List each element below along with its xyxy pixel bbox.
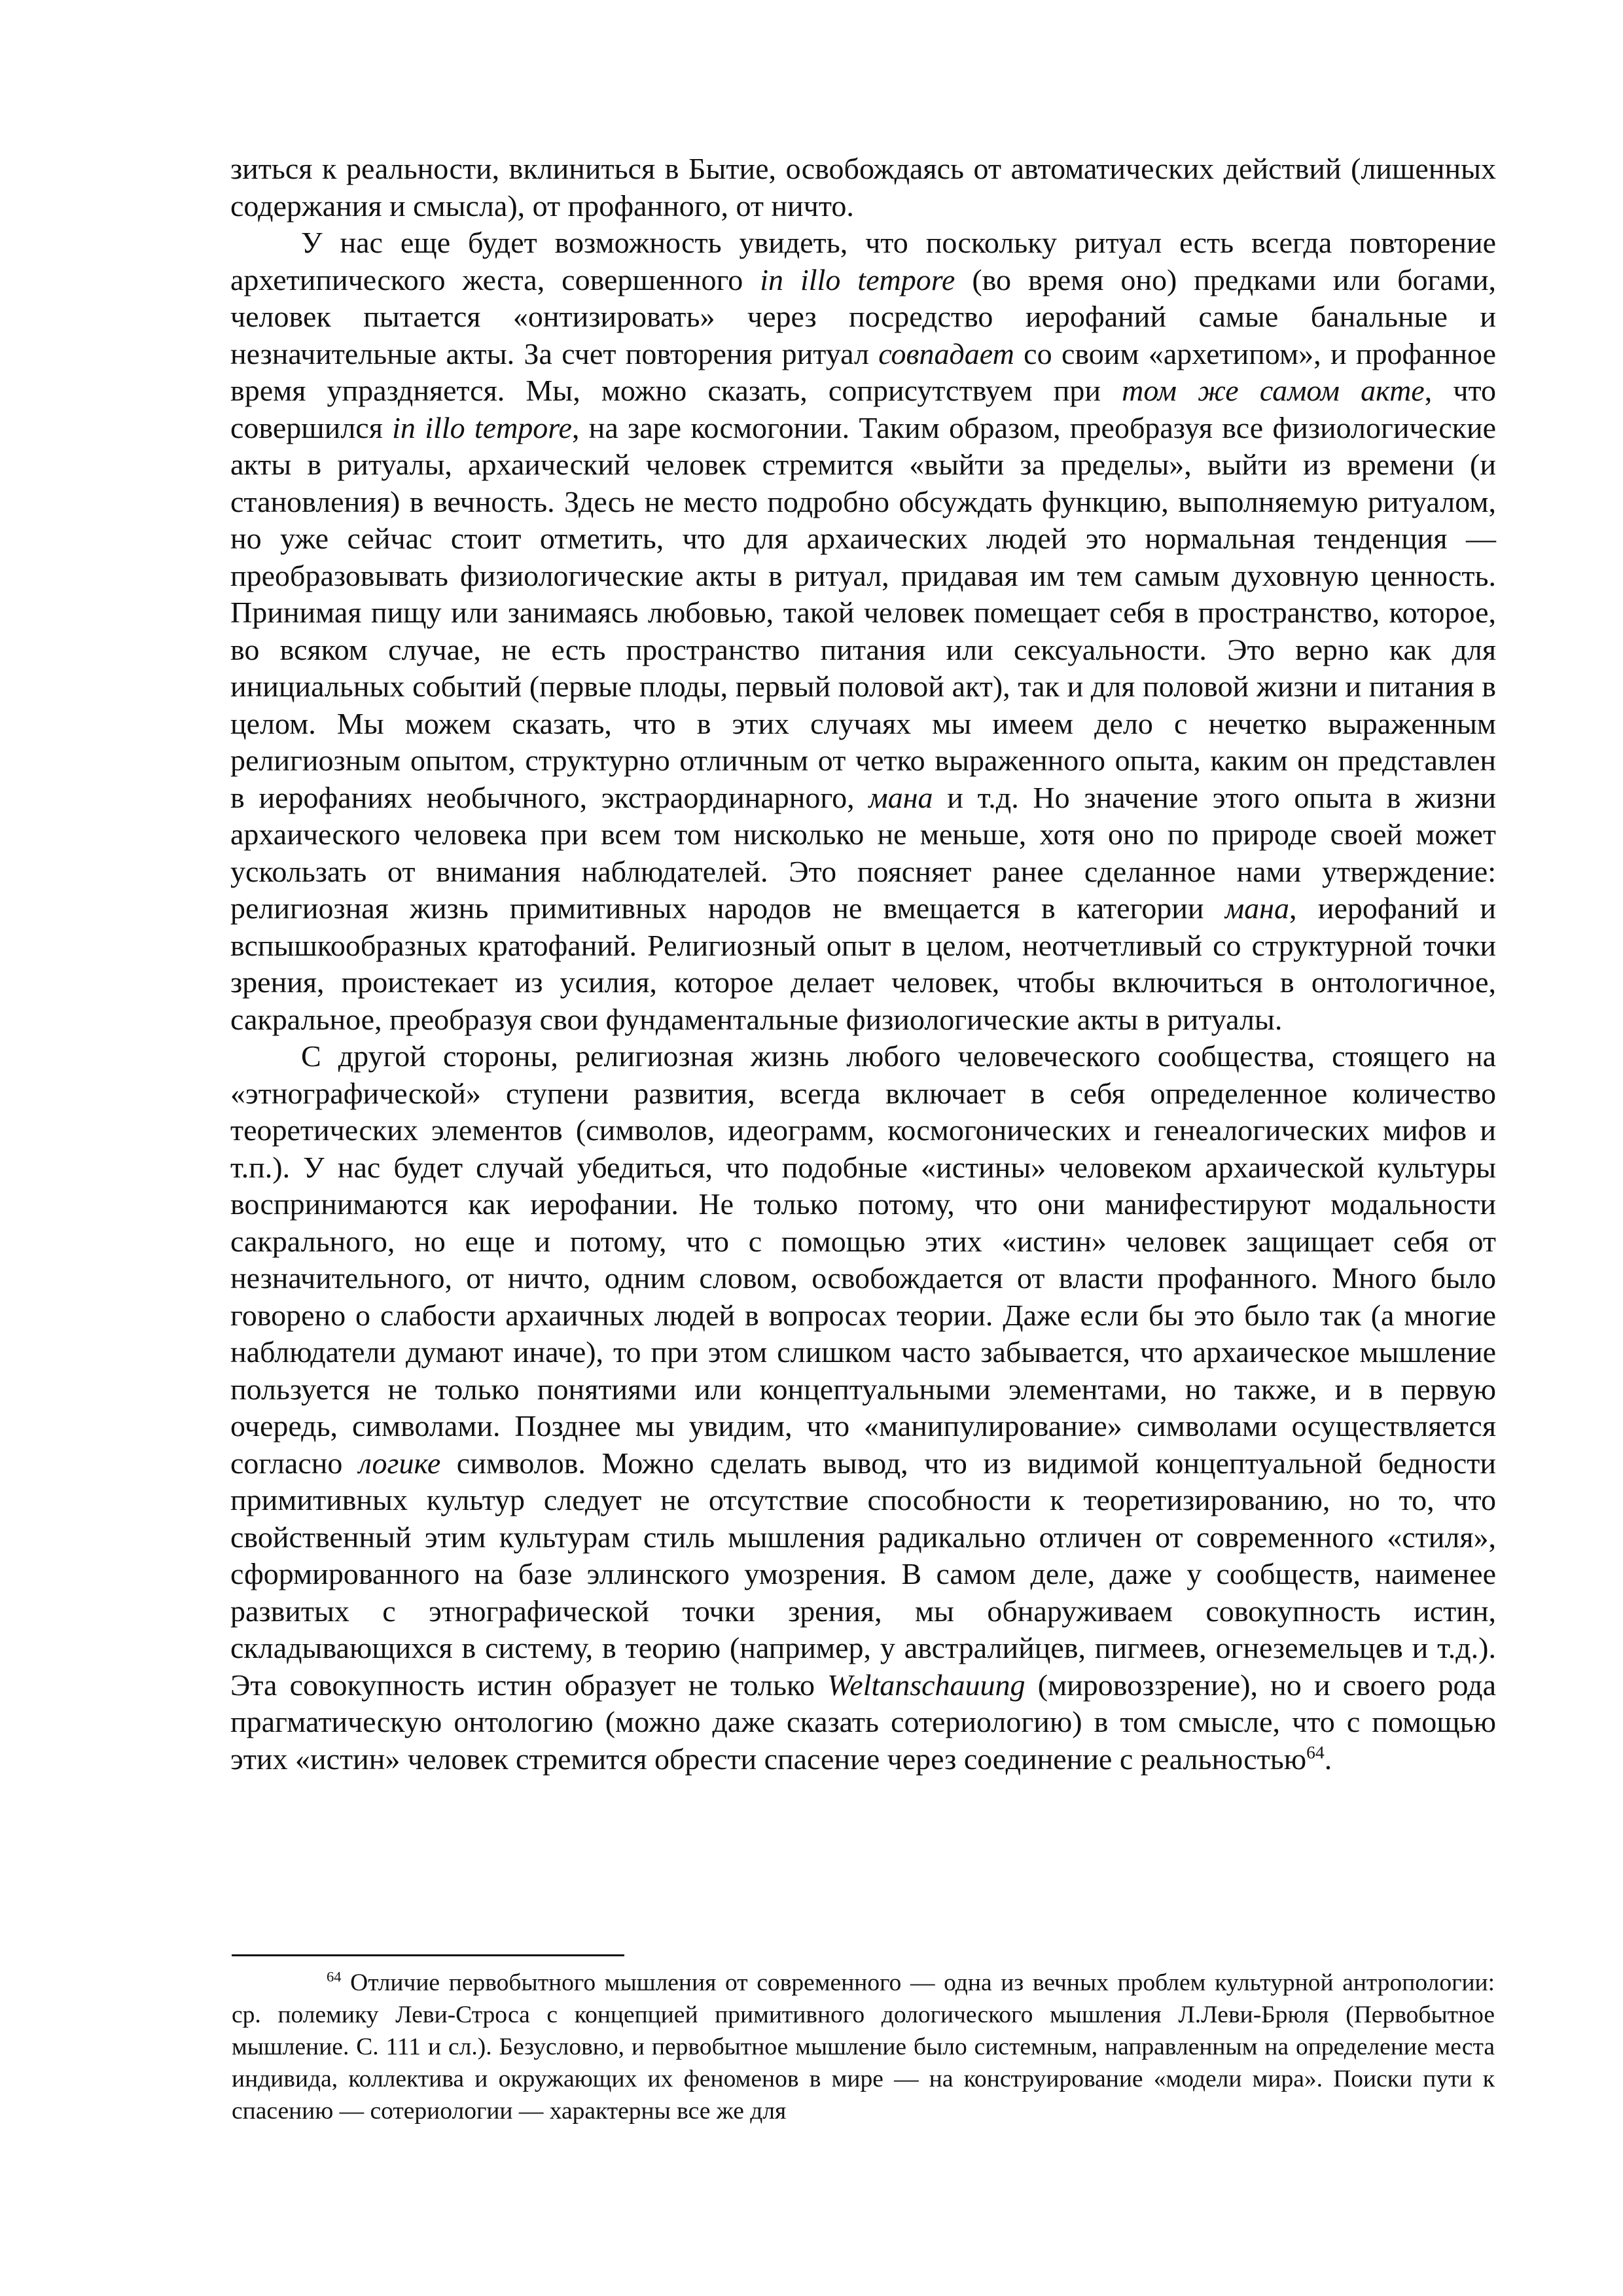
footnote-block	[232, 1967, 1495, 2127]
italic-phrase: том же самом акте	[1122, 374, 1425, 407]
italic-phrase: Weltanschauung	[827, 1668, 1026, 1702]
footnote-text: $^{64}$ Отличие первобытного мышления от современного — одна из вечных проблем культурной антропологии: ср. полемику Леви-Строса с концепцией примитивного дологического мышления Л.Леви-Брюля (Первобытное мышление. С. 111 и сл.). Безусловно, и первобытное мышление было системным, направленным на определение места индивида, коллектива и окружающих их феноменов в мире — на конструирование «модели мира». Поиски пути к спасению — сотериологии — характерны все же для	[232, 1968, 1495, 2125]
main-text	[230, 151, 1496, 1778]
italic-phrase: мана	[1224, 891, 1290, 925]
paragraph-continuation: зиться к реальности, вклиниться в Бытие, освобождаясь от автоматических действий (лишенных содержания и смысла), от профанного, от ничто.	[230, 152, 1496, 223]
italic-phrase: in illo tempore	[392, 410, 572, 444]
italic-phrase: совпадает	[878, 336, 1014, 370]
italic-phrase: in illo tempore	[760, 262, 955, 296]
italic-phrase: логике	[358, 1446, 441, 1480]
paragraph-ritual: У нас еще будет возможность увидеть, что поскольку ритуал есть всегда повторение архетипического жеста, совершенного in illo tempore (во время оно) предками или богами, человек пытается «онтизировать» через посредство иерофаний самые банальные и незначительные акты. За счет повторения ритуал совпадает со своим «архетипом», и профанное время упраздняется. Мы, можно сказать, соприсутствуем при том же самом акте, что совершился in illo tempore, на заре космогонии. Таким образом, преобразуя все физиологические акты в ритуалы, архаический человек стремится «выйти за пределы», выйти из времени (и становления) в вечность. Здесь не место подробно обсуждать функцию, выполняемую ритуалом, но уже сейчас стоит отметить, что для архаических людей это нормальная тенденция — преобразовывать физиологические акты в ритуал, придавая им тем самым духовную ценность. Принимая пищу или занимаясь любовью, такой человек помещает себя в пространство, которое, во всяком случае, не есть пространство питания или сексуальности. Это верно как для инициальных событий (первые плоды, первый половой акт), так и для половой жизни и питания в целом. Мы можем сказать, что в этих случаях мы имеем дело с нечетко выраженным религиозным опытом, структурно отличным от четко выраженного опыта, каким он представлен в иерофаниях необычного, экстраординарного, мана и т.д. Но значение этого опыта в жизни архаического человека при всем том нисколько не меньше, хотя оно по природе своей может ускользать от внимания наблюдателей. Это поясняет ранее сделанное нами утверждение: религиозная жизнь примитивных народов не вмещается в категории мана, иерофаний и вспышкообразных кратофаний. Религиозный опыт в целом, неотчетливый со структурной точки зрения, проистекает из усилия, которое делает человек, чтобы включиться в онтологичное, сакральное, преобразуя свои фундаментальные физиологические акты в ритуалы.	[230, 226, 1497, 1036]
paragraph-theory: С другой стороны, религиозная жизнь любого человеческого сообщества, стоящего на «этнографической» ступени развития, всегда включает в себя определенное количество теоретических элементов (символов, идеограмм, космогонических и генеалогических мифов и т.п.). У нас будет случай убедиться, что подобные «истины» человеком архаической культуры воспринимаются как иерофании. Не только потому, что они манифестируют модальности сакрального, но еще и потому, что с помощью этих «истин» человек защищает себя от незначительного, от ничто, одним словом, освобождается от власти профанного. Много было говорено о слабости архаичных людей в вопросах теории. Даже если бы это было так (а многие наблюдатели думают иначе), то при этом слишком часто забывается, что архаическое мышление пользуется не только понятиями или концептуальными элементами, но также, и в первую очередь, символами. Позднее мы увидим, что «манипулирование» символами осуществляется согласно логике символов. Можно сделать вывод, что из видимой концептуальной бедности примитивных культур следует не отсутствие способности к теоретизированию, но то, что свойственный этим культурам стиль мышления радикально отличен от современного «стиля», сформированного на базе эллинского умозрения. В самом деле, даже у сообществ, наименее развитых с этнографической точки зрения, мы обнаруживаем совокупность истин, складывающихся в систему, в теорию (например, у австралийцев, пигмеев, огнеземельцев и т.д.). Эта совокупность истин образует не только Weltanschauung (мировоззрение), но и своего рода прагматическую онтологию (можно даже сказать сотериологию) в том смысле, что с помощью этих «истин» человек стремится обрести спасение через соединение с реальностью$^{64}$.	[230, 1039, 1496, 1776]
footnote-separator	[232, 1954, 624, 1956]
footnote-reference[interactable]: 64	[1306, 1742, 1325, 1763]
italic-phrase: мана	[868, 780, 933, 814]
footnote-number: 64	[327, 1968, 342, 1985]
